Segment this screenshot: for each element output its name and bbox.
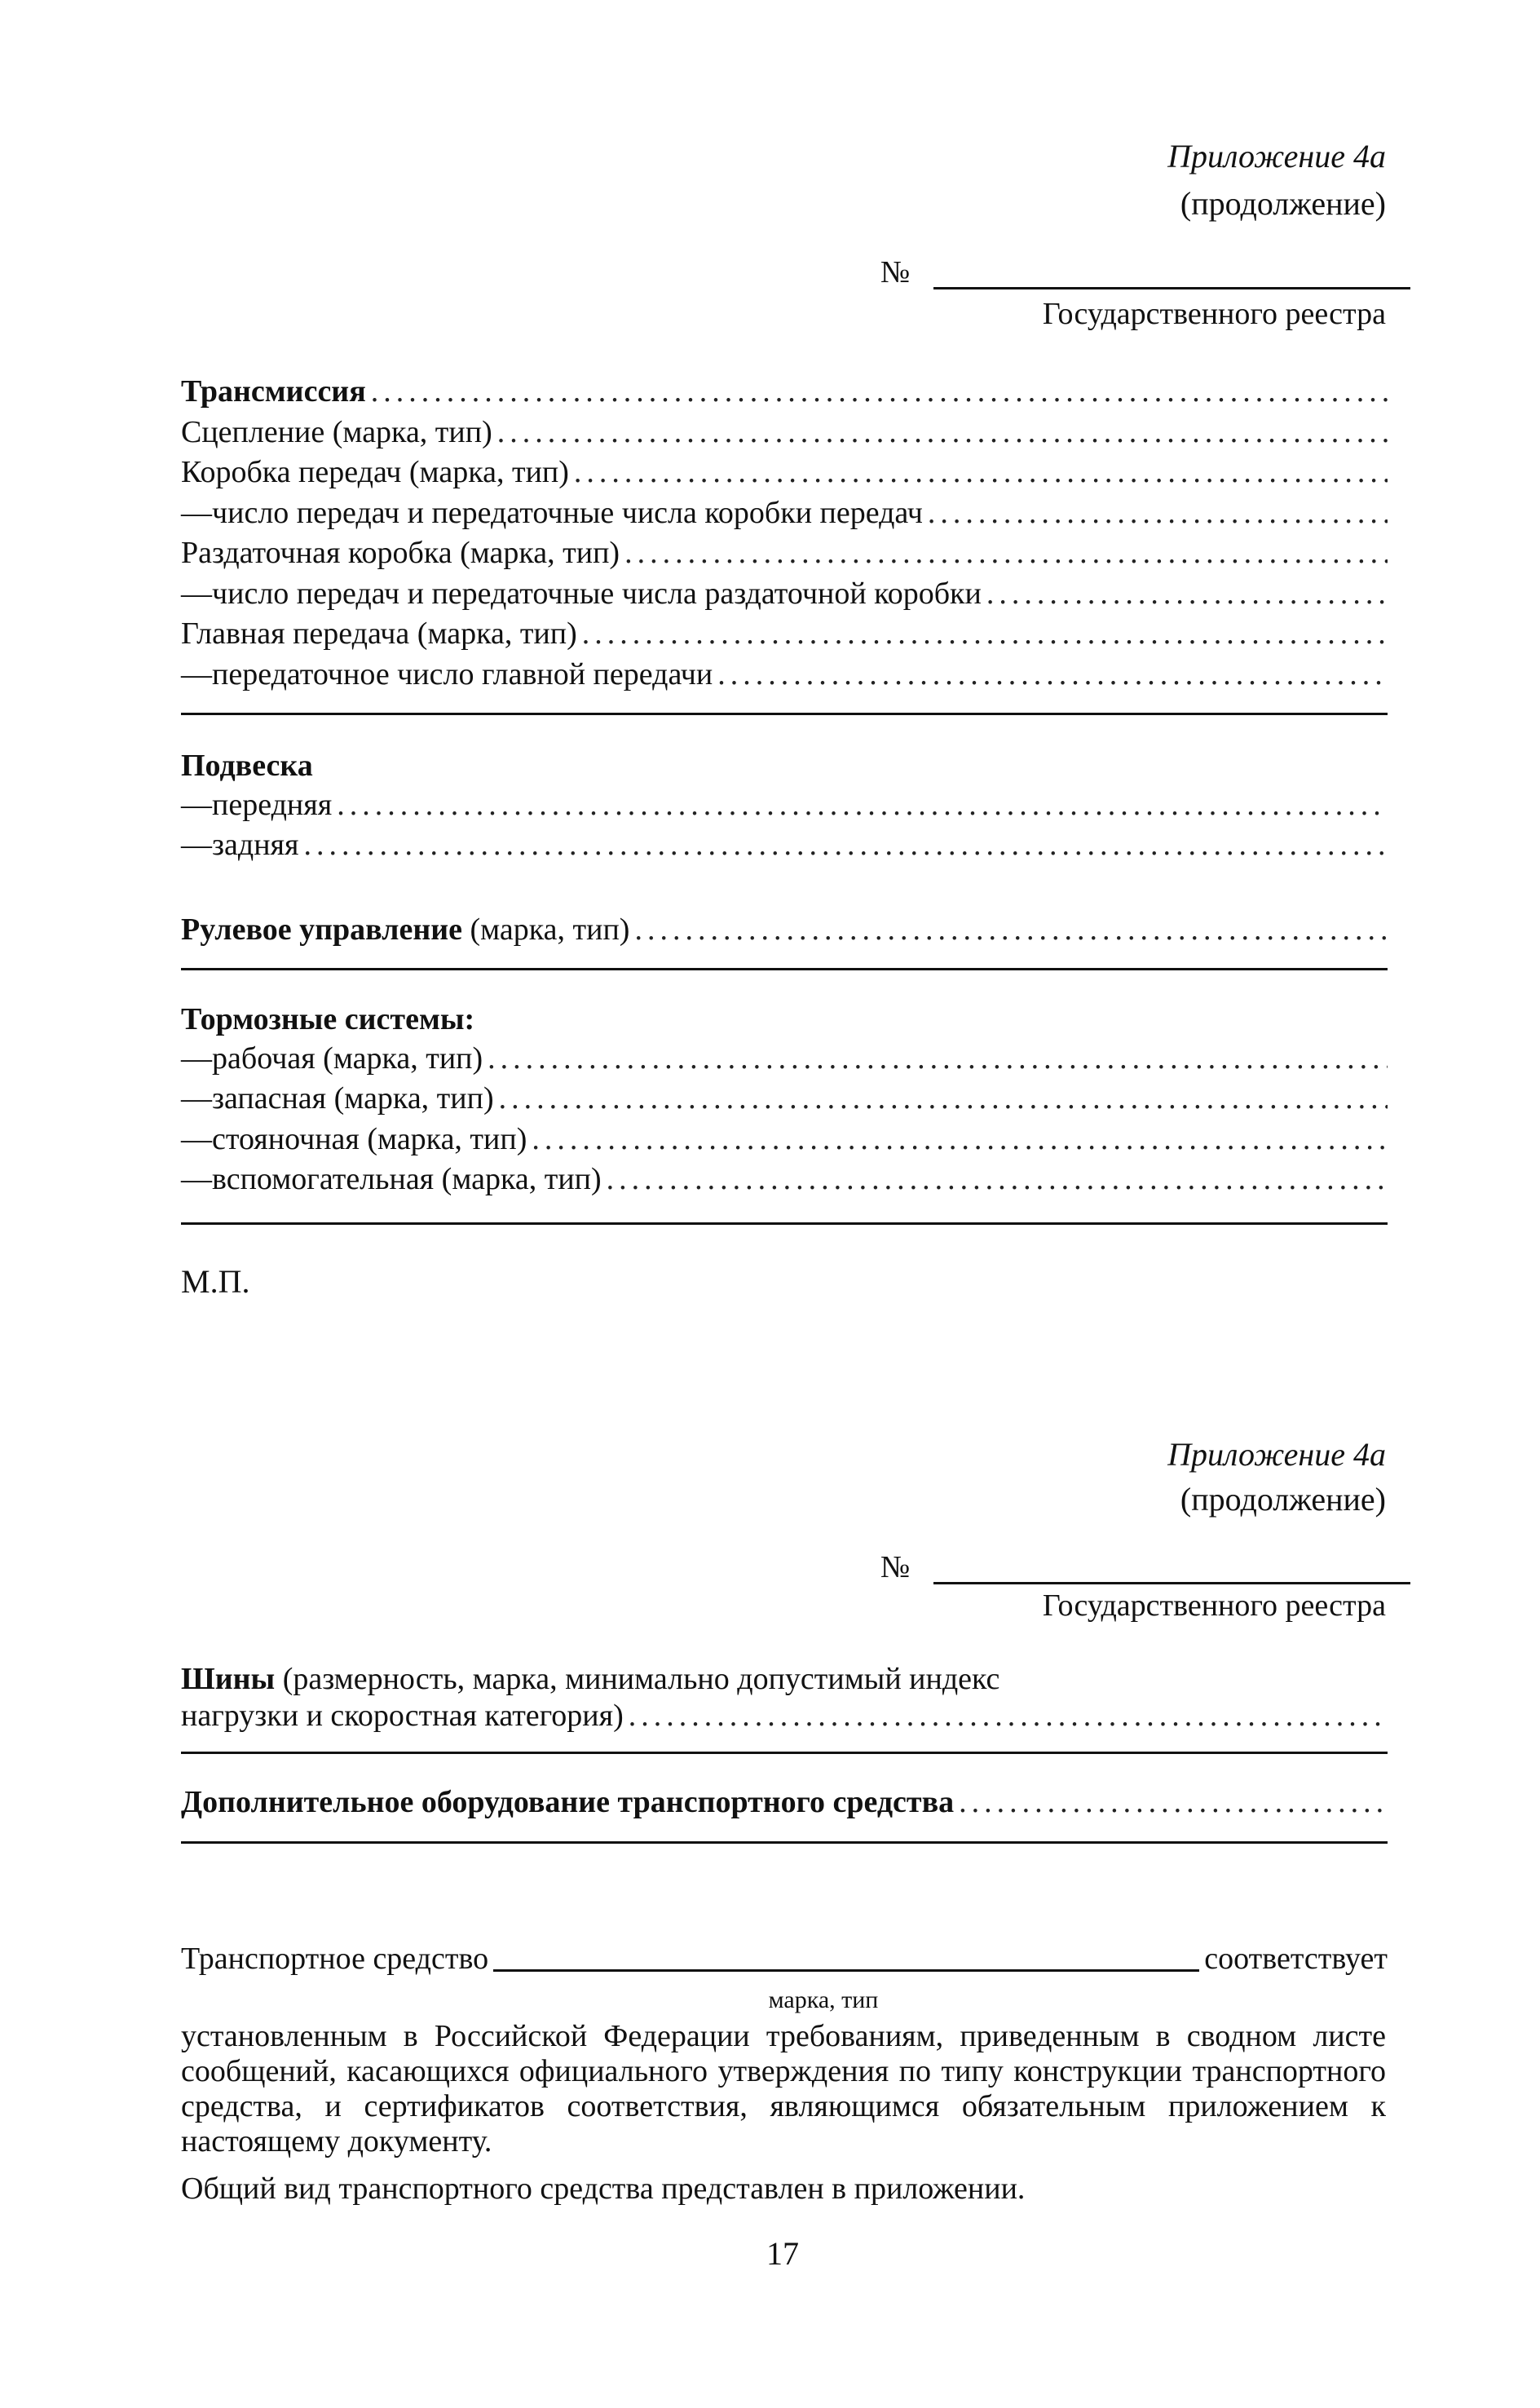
section-divider [181,1841,1388,1844]
appendix-title-2: Приложение 4а [1167,1436,1386,1473]
registry-caption: Государственного реестра [1042,297,1386,331]
tires-section [181,1660,1388,1739]
tires-line-1: Шины (размерность, марка, минимально допустимый индекс [181,1662,1000,1696]
conformity-suffix: соответствует [1204,1942,1388,1976]
list-item: —число передач и передаточные числа коробки передач ..... [181,495,1388,536]
suspension-section [181,746,1388,868]
section-divider [181,713,1388,715]
appendix-subtitle: (продолжение) [1180,185,1386,222]
section-divider [181,968,1388,970]
general-view-note: Общий вид транспортного средства представлен в приложении. [181,2172,1026,2206]
list-item: —передняя ..... [181,787,1388,828]
list-item: Коробка передач (марка, тип) ..... [181,454,1388,495]
appendix-subtitle-2: (продолжение) [1180,1481,1386,1518]
appendix-title: Приложение 4а [1167,138,1386,175]
conformity-prefix: Транспортное средство [181,1942,489,1976]
list-item: Сцепление (марка, тип) ..... [181,414,1388,455]
registry-number-blank [933,1582,1410,1584]
page-number: 17 [766,2235,799,2272]
number-sign: № [880,255,911,289]
number-sign: № [880,1550,911,1584]
list-item: —запасная (марка, тип) ..... [181,1080,1388,1121]
transmission-heading-row [181,373,1388,414]
conformity-paragraph: установленным в Российской Федерации требованиям, приведенным в сводном листе сообщений, касающихся официального утверждения по типу конструкции транспортного средства, и сертификатов соответствия, являющимся обязательным приложением к настоящему документу. [181,2019,1386,2158]
list-item: —задняя ..... [181,827,1388,868]
transmission-section [181,373,1388,696]
steering-section [181,912,1388,952]
registry-caption-2: Государственного реестра [1042,1588,1386,1623]
list-item: Главная передача (марка, тип) ..... [181,616,1388,656]
extra-equipment-heading: Дополнительное оборудование транспортного средства [181,1785,955,1819]
make-type-caption: марка, тип [768,1986,879,2013]
steering-row [181,912,1388,952]
brakes-section [181,1000,1388,1202]
list-item: Раздаточная коробка (марка, тип) ..... [181,535,1388,576]
extra-equipment-row [181,1784,1388,1825]
tires-heading: Шины [181,1662,276,1696]
list-item: —рабочая (марка, тип) ..... [181,1041,1388,1081]
stamp-place-label: М.П. [181,1263,250,1300]
steering-heading: Рулевое управление [181,912,462,947]
registry-number-field-2 [880,1544,1410,1584]
registry-number-blank [933,287,1410,289]
extra-equipment-section [181,1784,1388,1825]
transmission-heading: Трансмиссия [181,374,366,409]
list-item: —передаточное число главной передачи ..... [181,656,1388,697]
list-item: —стояночная (марка, тип) ..... [181,1121,1388,1162]
registry-number-field [880,249,1410,289]
section-divider [181,1752,1388,1754]
list-item: —число передач и передаточные числа раздаточной коробки ..... [181,576,1388,616]
tires-line-2: нагрузки и скоростная категория) ..... [181,1698,1388,1739]
steering-suffix: (марка, тип) [461,912,630,947]
section-divider [181,1222,1388,1225]
make-type-blank [493,1945,1199,1972]
list-item: —вспомогательная (марка, тип) ..... [181,1161,1388,1202]
brakes-heading: Тормозные системы: [181,1002,475,1036]
dot-leader [371,373,1388,409]
suspension-heading: Подвеска [181,749,313,783]
conformity-statement [181,1941,1388,1982]
